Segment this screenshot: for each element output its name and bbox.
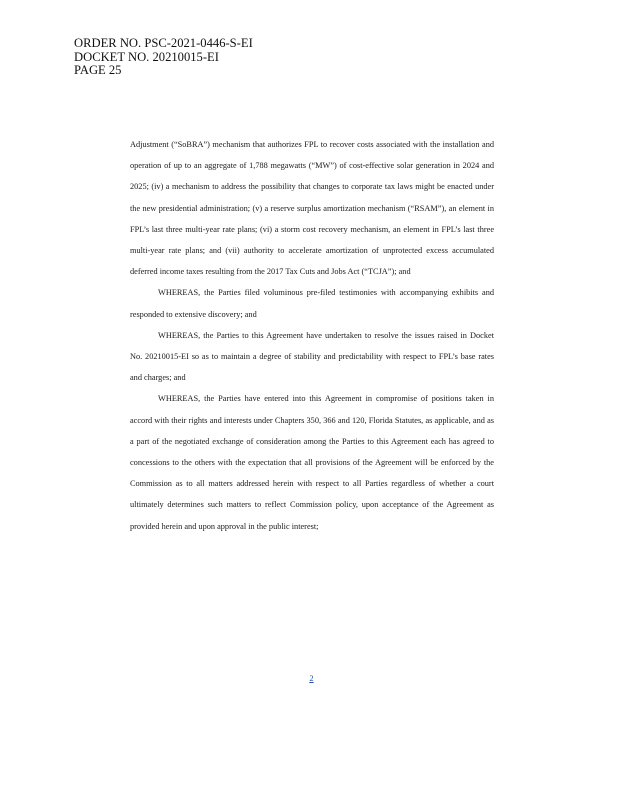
paragraph-continuation: Adjustment (“SoBRA”) mechanism that authorizes FPL to recover costs associated with the installation and operation of up to an aggregate of 1,788 megawatts (“MW”) of cost-effective solar generation in 2024 and 2025; (iv) a mechanism to address the possibility that changes to corporate tax laws might be enacted under the new presidential administration; (v) a reserve surplus amortization mechanism (“RSAM”), an element in FPL’s last three multi-year rate plans; (vi) a storm cost recovery mechanism, an element in FPL’s last three multi-year rate plans; and (vii) authority to accelerate amortization of unprotected excess accumulated deferred income taxes resulting from the 2017 Tax Cuts and Jobs Act (“TCJA”); and bbox=[130, 140, 494, 277]
order-number: ORDER NO. PSC-2021-0446-S-EI bbox=[74, 36, 253, 50]
paragraph-whereas-testimonies: WHEREAS, the Parties filed voluminous pre-filed testimonies with accompanying exhibits and responded to extensive discovery; and bbox=[130, 288, 494, 319]
document-header bbox=[74, 37, 253, 78]
paragraph-whereas-resolve-issues: WHEREAS, the Parties to this Agreement have undertaken to resolve the issues raised in Docket No. 20210015-EI so as to maintain a degree of stability and predictability with respect to FPL’s base rates and charges; and bbox=[130, 330, 494, 383]
page-number-link[interactable]: 2 bbox=[309, 673, 314, 683]
page-label: PAGE 25 bbox=[74, 63, 122, 77]
paragraph-whereas-compromise: WHEREAS, the Parties have entered into this Agreement in compromise of positions taken in accord with their rights and interests under Chapters 350, 366 and 120, Florida Statutes, as applicable, and as a part of the negotiated exchange of consideration among the Parties to this Agreement each has agreed to concessions to the others with the expectation that all provisions of the Agreement will be enforced by the Commission as to all matters addressed herein with respect to all Parties regardless of whether a court ultimately determines such matters to reflect Commission policy, upon acceptance of the Agreement as provided herein and upon approval in the public interest; bbox=[130, 394, 494, 531]
docket-number: DOCKET NO. 20210015-EI bbox=[74, 49, 219, 64]
document-body bbox=[130, 134, 494, 537]
